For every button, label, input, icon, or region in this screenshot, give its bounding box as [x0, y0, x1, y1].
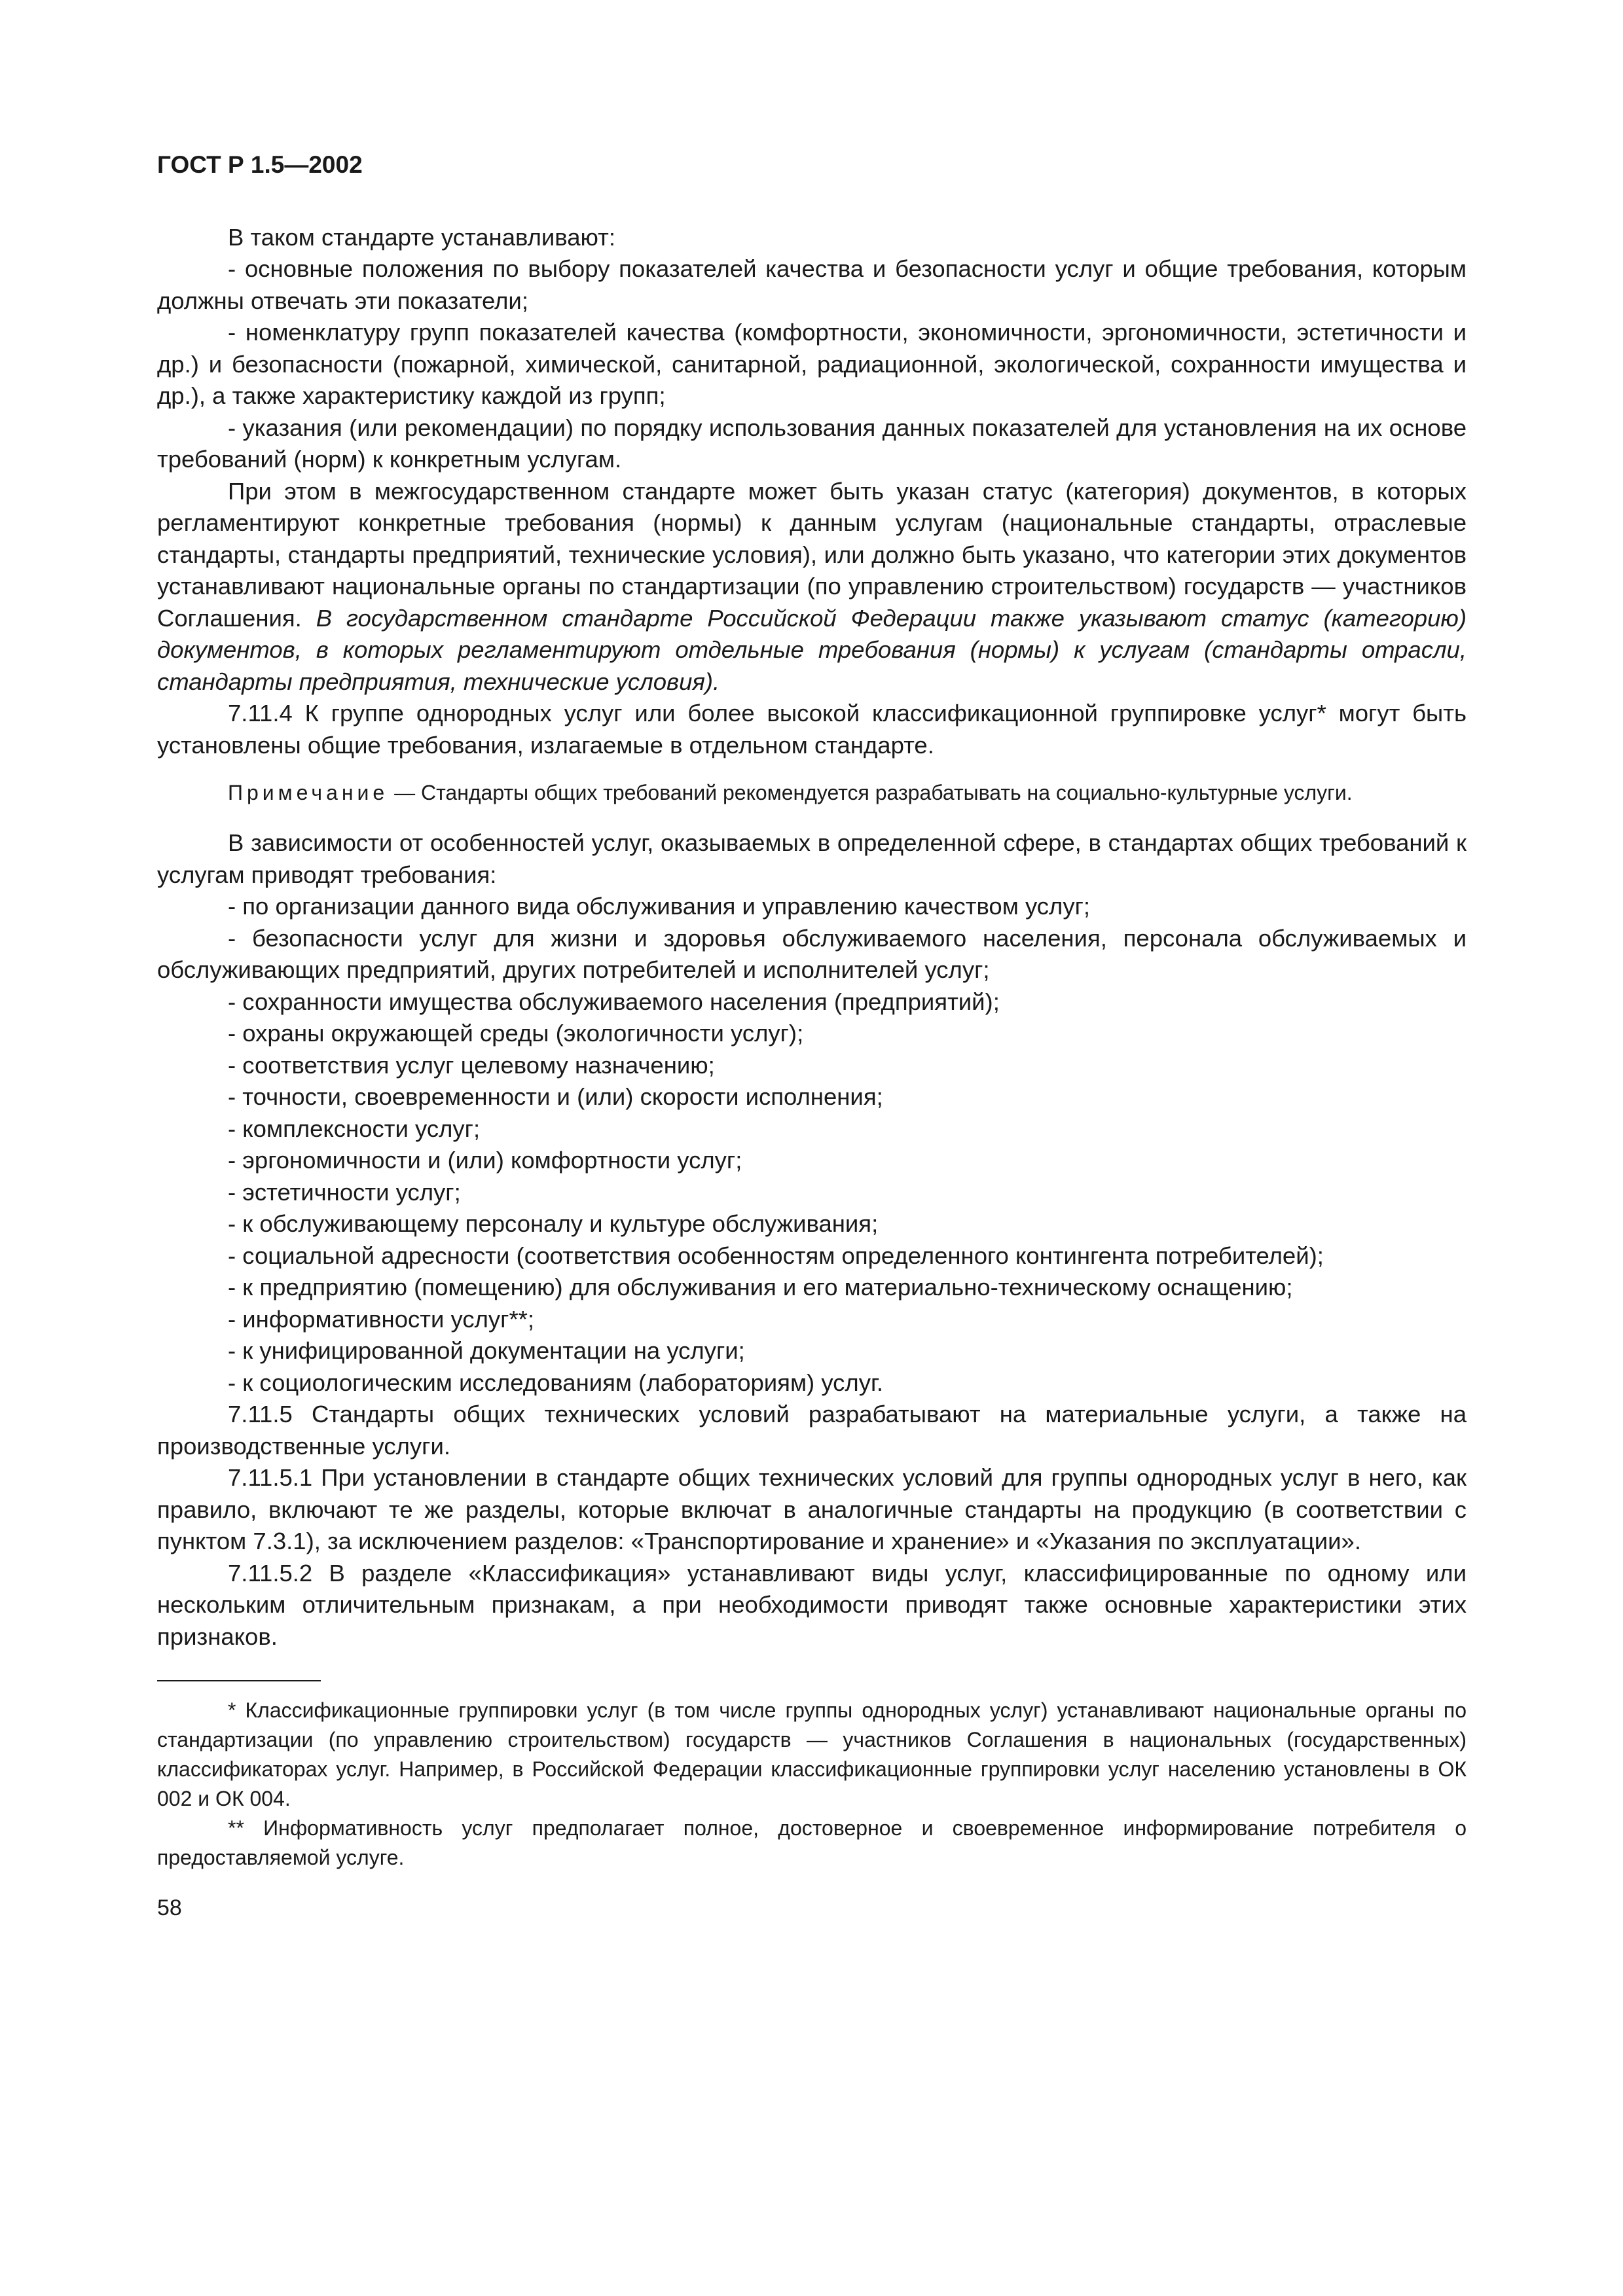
list-item: - соответствия услуг целевому назначению; [228, 1051, 715, 1079]
list-item: - сохранности имущества обслуживаемого населения (предприятий); [228, 988, 1000, 1015]
list-item: - к социологическим исследованиям (лабораториям) услуг. [228, 1369, 883, 1396]
list-item: - к предприятию (помещению) для обслуживания и его материально-техническому оснащению; [228, 1274, 1293, 1300]
paragraph-regular-text: При этом в межгосударственном стандарте может быть указан статус (категория) документов, в которых регламентируют конкретные требования (нормы) к данным услугам (национальные стандарты, отраслевые стандарты, стандарты предприятий, технические условия), или должно быть указано, что категории этих документов устанавливают национальные органы по стандартизации (по управлению строительством) государств — участников Соглашения. [157, 477, 1467, 632]
list-item: - по организации данного вида обслуживания и управлению качеством услуг; [228, 893, 1091, 920]
paragraph: В таком стандарте устанавливают: [228, 223, 615, 251]
requirements-list [157, 986, 1467, 1399]
footnote: ** Информативность услуг предполагает полное, достоверное и своевременное информирование потребителя о предоставляемой услуге. [157, 1816, 1467, 1869]
list-item: - к обслуживающему персоналу и культуре обслуживания; [228, 1210, 879, 1237]
clause-7-11-5-2: 7.11.5.2 В разделе «Классификация» устанавливают виды услуг, классифицированные по одному или нескольким отличительным признакам, а при необходимости приводят также основные характеристики этих признаков. [157, 1559, 1467, 1650]
list-item: - точности, своевременности и (или) скорости исполнения; [228, 1083, 883, 1110]
list-item: - эстетичности услуг; [228, 1178, 461, 1206]
list-item: - номенклатуру групп показателей качества (комфортности, экономичности, эргономичности, эстетичности и др.) и безопасности (пожарной, химической, санитарной, радиационной, экологической, сохранности имущества и др.), а также характеристику каждой из групп; [157, 319, 1467, 409]
list-item: - охраны окружающей среды (экологичности услуг); [228, 1020, 804, 1047]
list-item: - комплексности услуг; [228, 1115, 481, 1142]
list-item: - к унифицированной документации на услуги; [228, 1337, 745, 1364]
list-item: - социальной адресности (соответствия особенностям определенного контингента потребителей); [228, 1242, 1324, 1269]
list-item: - основные положения по выбору показателей качества и безопасности услуг и общие требования, которым должны отвечать эти показатели; [157, 255, 1467, 314]
list-item: - безопасности услуг для жизни и здоровья обслуживаемого населения, персонала обслуживаемых и обслуживающих предприятий, других потребителей и исполнителей услуг; [157, 924, 1467, 983]
paragraph: В зависимости от особенностей услуг, оказываемых в определенной сфере, в стандартах общих требований к услугам приводят требования: [157, 829, 1467, 888]
clause-7-11-5-1: 7.11.5.1 При установлении в стандарте общих технических условий для группы однородных услуг в него, как правило, включают те же разделы, которые включат в аналогичные стандарты на продукцию (в соответствии с пунктом 7.3.1), за исключением разделов: «Транспортирование и хранение» и «Указания по эксплуатации». [157, 1464, 1467, 1554]
clause-7-11-4: 7.11.4 К группе однородных услуг или более высокой классификационной группировке услуг* могут быть установлены общие требования, излагаемые в отдельном стандарте. [157, 700, 1467, 759]
footnote: * Классификационные группировки услуг (в том числе группы однородных услуг) устанавливают национальные органы по стандартизации (по управлению строительством) государств — участников Соглашения в национальных (государственных) классификаторах услуг. Например, в Российской Федерации классификационные группировки услуг населению установлены в ОК 002 и ОК 004. [157, 1698, 1467, 1810]
note-label: Примечание [228, 781, 389, 804]
note [157, 778, 1467, 808]
note-text: — Стандарты общих требований рекомендуется разрабатывать на социально-культурные услуги. [388, 781, 1353, 804]
clause-7-11-5: 7.11.5 Стандарты общих технических условий разрабатывают на материальные услуги, а также на производственные услуги. [157, 1401, 1467, 1460]
list-item: - эргономичности и (или) комфортности услуг; [228, 1147, 742, 1174]
page-number: 58 [157, 1895, 182, 1920]
paragraph [157, 476, 1467, 698]
list-item: - информативности услуг**; [228, 1305, 535, 1333]
list-item: - указания (или рекомендации) по порядку использования данных показателей для установления на их основе требований (норм) к конкретным услугам. [157, 414, 1467, 473]
document-header: ГОСТ Р 1.5—2002 [157, 151, 363, 178]
document-page [157, 149, 1467, 1924]
footnote-divider [157, 1680, 321, 1681]
paragraph-italic-text: В государственном стандарте Российской Федерации также указывают статус (категорию) документов, в которых регламентируют отдельные требования (нормы) к услугам (стандарты отрасли, стандарты предприятия, технические условия). [157, 604, 1467, 695]
